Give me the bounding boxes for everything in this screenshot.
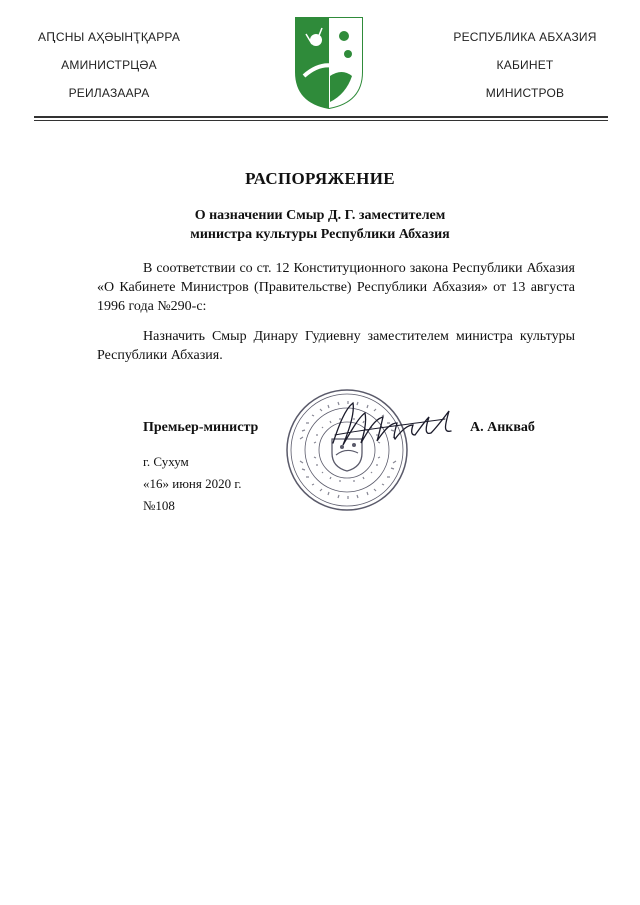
header-left-line-3: РЕИЛАЗААРА: [68, 86, 150, 100]
header-divider-thin: [34, 120, 608, 121]
paragraph-2-text: Назначить Смыр Динару Гудиевну заместителем министра культуры Республики Абхазия.: [97, 329, 575, 363]
header-right-line-2: КАБИНЕТ: [496, 58, 554, 72]
document-date: «16» июня 2020 г.: [143, 476, 242, 491]
signer-name: А. Анкваб: [470, 420, 535, 435]
paragraph-1-text: В соответствии со ст. 12 Конституционного закона Республики Абхазия «О Кабинете Министров (Правительстве) Республики Абхазия» от 13 августа 1996 года №290-с:: [97, 261, 575, 314]
document-title: РАСПОРЯЖЕНИЕ: [245, 169, 395, 188]
subject-line-1: О назначении Смыр Д. Г. заместителем: [194, 208, 446, 223]
body-paragraph-2: [97, 327, 575, 365]
signer-position: Премьер-министр: [143, 420, 259, 435]
document-place: г. Сухум: [143, 454, 189, 469]
coat-of-arms-emblem: [292, 14, 366, 110]
subject-line-2: министра культуры Республики Абхазия: [190, 227, 450, 242]
handwritten-signature: [325, 395, 460, 455]
header-left-line-1: АԤСНЫ АҲӘЫНҬҚАРРА: [37, 30, 181, 44]
document-subject: [0, 206, 640, 244]
header-left-line-2: АМИНИСТРЦӘА: [61, 58, 157, 72]
document-number: №108: [143, 498, 175, 513]
header-divider-thick: [34, 116, 608, 118]
body-paragraph-1: [97, 259, 575, 316]
header-right-line-1: РЕСПУБЛИКА АБХАЗИЯ: [453, 30, 597, 44]
header-right-line-3: МИНИСТРОВ: [485, 86, 565, 100]
